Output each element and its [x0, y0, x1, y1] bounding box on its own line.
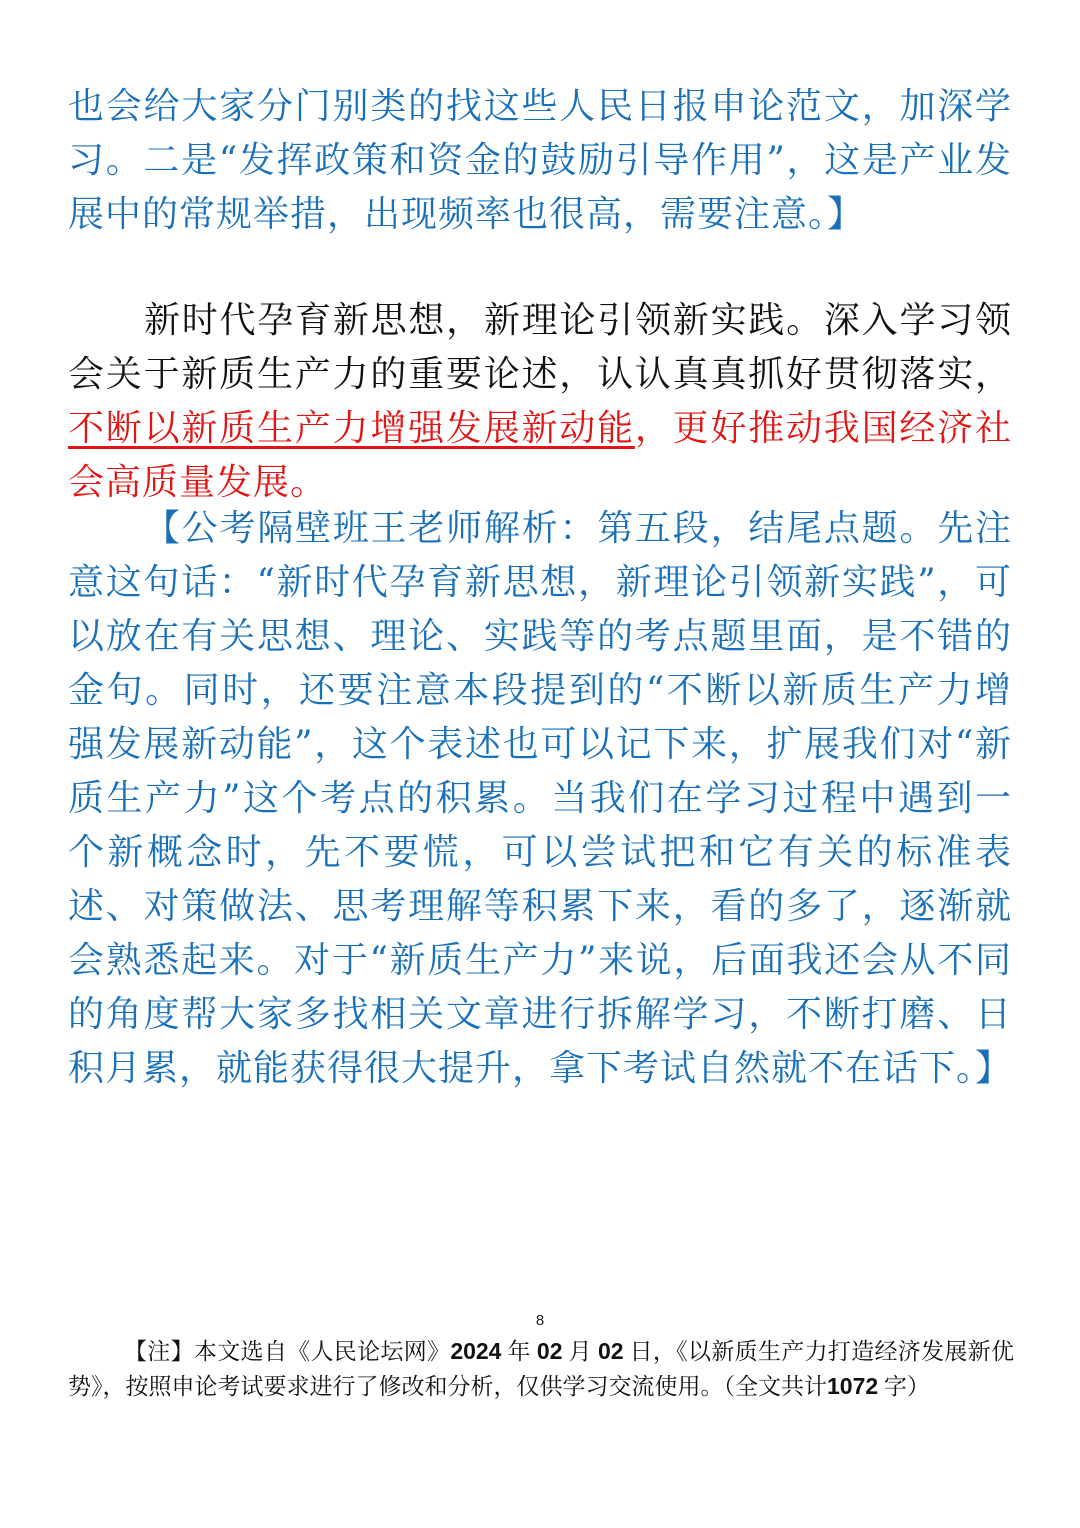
teacher-analysis-paragraph: 【公考隔壁班王老师解析：第五段，结尾点题。先注意这句话：“新时代孕育新思想，新理论引领新实践”，可以放在有关思想、理论、实践等的考点题里面，是不错的金句。同时，还要注意本段提到的“不断以新质生产力增强发展新动能”，这个表述也可以记下来，扩展我们对“新质生产力”这个考点的积累。当我们在学习过程中遇到一个新概念时，先不要慌，可以尝试把和它有关的标准表述、对策做法、思考理解等积累下来，看的多了，逐渐就会熟悉起来。对于“新质生产力”来说，后面我还会从不同的角度帮大家多找相关文章进行拆解学习，不断打磨、日积月累，就能获得很大提升，拿下考试自然就不在话下。】	[68, 508, 1013, 1089]
highlighted-key-phrase: 不断以新质生产力增强发展新动能	[68, 408, 635, 449]
main-paragraph-lead: 新时代孕育新思想，新理论引领新实践。深入学习领会关于新质生产力的重要论述，认认真真抓好贯彻落实，	[68, 300, 1012, 395]
page-number: 8	[535, 1312, 545, 1329]
footnote-month: 02	[536, 1338, 563, 1364]
analysis-continuation-paragraph: 也会给大家分门别类的找这些人民日报申论范文，加深学习。二是“发挥政策和资金的鼓励引导作用”，这是产业发展中的常规举措，出现频率也很高，需要注意。】	[68, 86, 1012, 235]
main-text-paragraph	[68, 294, 1012, 510]
footnote-text: 【注】本文选自《人民论坛网》	[124, 1339, 451, 1364]
footnote-year: 2024	[450, 1338, 502, 1364]
footnote-text: 字）	[878, 1374, 930, 1399]
footnote-word-count: 1072	[827, 1373, 879, 1399]
footnote-text: 月	[562, 1339, 598, 1364]
footnote-text: 日，《以新质生产力打造经济发展新优势》，按照申论考试要求进行了修改和分析，仅供学习交流使用。（全文共计	[68, 1339, 1015, 1399]
footnote-text: 年	[501, 1339, 537, 1364]
footnote-day: 02	[597, 1338, 624, 1364]
source-footnote	[68, 1334, 1014, 1404]
highlighted-conclusion: ，更好推动我国经济社会高质量发展。	[68, 408, 1012, 503]
